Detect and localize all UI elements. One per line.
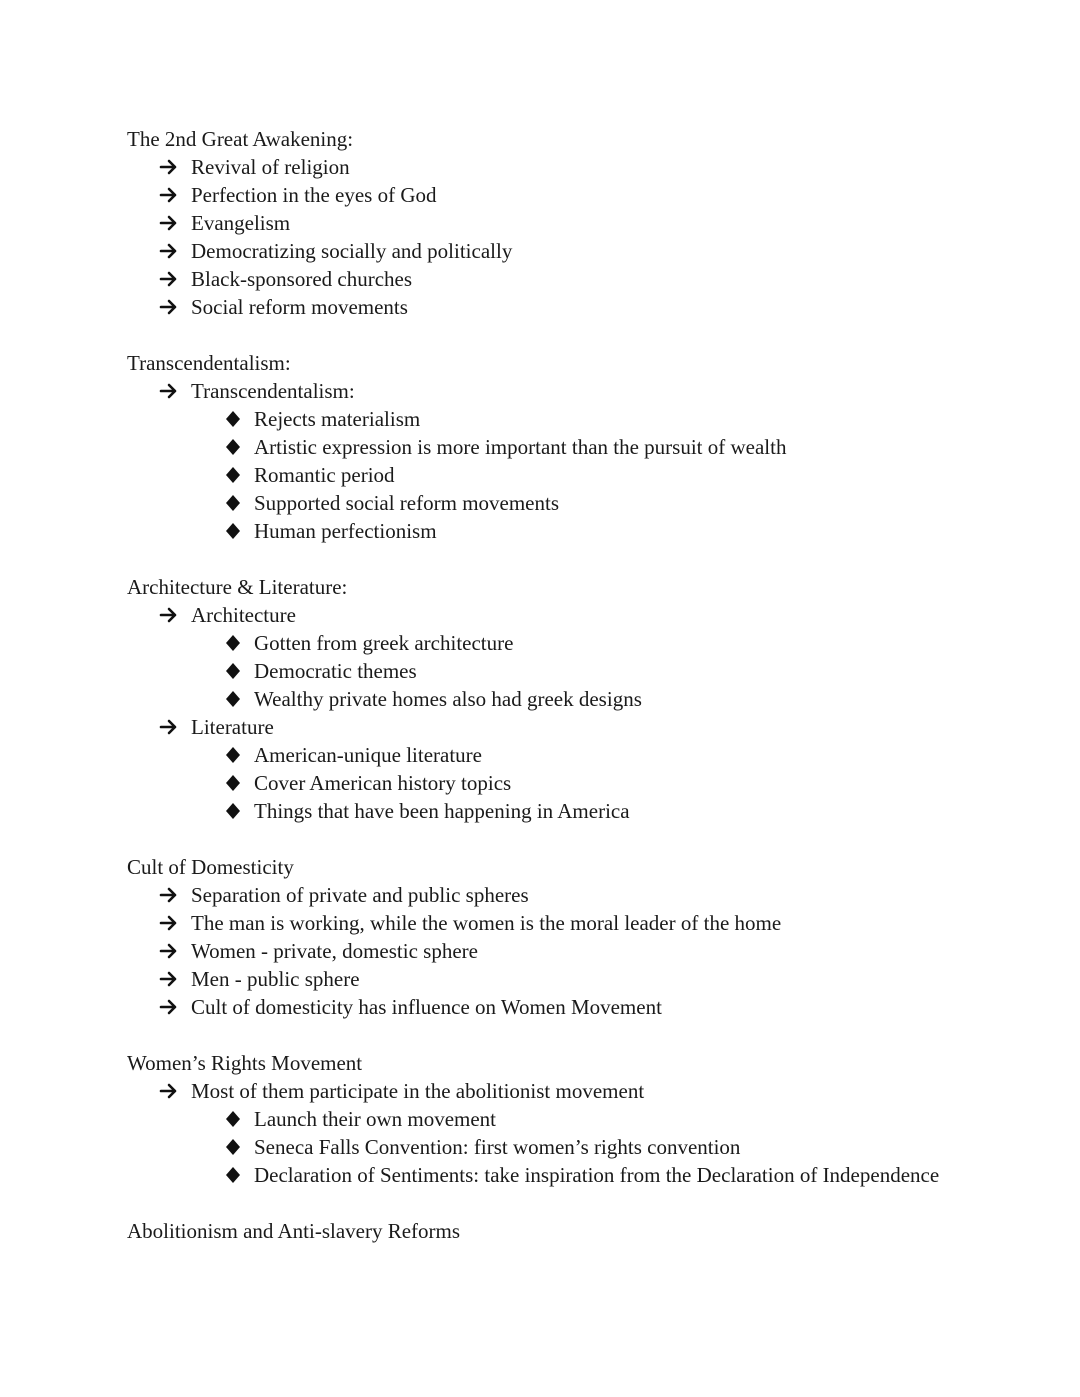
- diamond-bullet-icon: [221, 1105, 245, 1133]
- arrow-bullet-icon: [158, 909, 182, 937]
- section-cult-of-domesticity: [127, 853, 1027, 1021]
- list-item: [127, 881, 1027, 909]
- diamond-bullet-icon: [221, 517, 245, 545]
- sub-list-item: [127, 489, 1027, 517]
- sub-list-item: [127, 517, 1027, 545]
- section-heading: Women’s Rights Movement: [127, 1051, 363, 1075]
- diamond-bullet-icon: [221, 433, 245, 461]
- list-item-text: Social reform movements: [191, 295, 408, 319]
- arrow-bullet-icon: [158, 237, 182, 265]
- section-abolitionism: [127, 1217, 1027, 1245]
- diamond-bullet-icon: [221, 1133, 245, 1161]
- list-item-text: Separation of private and public spheres: [191, 883, 529, 907]
- section-spacer: [127, 1021, 1027, 1049]
- list-item-text: Transcendentalism:: [191, 379, 355, 403]
- sub-list-item-text: Launch their own movement: [254, 1107, 497, 1131]
- sub-list-item: [127, 657, 1027, 685]
- list-item-text: Democratizing socially and politically: [191, 239, 513, 263]
- notes-document: [127, 125, 1027, 1245]
- section-spacer: [127, 321, 1027, 349]
- sub-list-item: [127, 1161, 1027, 1189]
- sub-list-item-text: Supported social reform movements: [254, 491, 560, 515]
- list-item-text: Evangelism: [191, 211, 291, 235]
- list-item: [127, 181, 1027, 209]
- sub-list-item: [127, 685, 1027, 713]
- arrow-bullet-icon: [158, 377, 182, 405]
- list-item-text: Perfection in the eyes of God: [191, 183, 437, 207]
- diamond-bullet-icon: [221, 769, 245, 797]
- list-item-text: Most of them participate in the abolitionist movement: [191, 1079, 645, 1103]
- sub-list-item-text: Democratic themes: [254, 659, 417, 683]
- diamond-bullet-icon: [221, 405, 245, 433]
- list-item: [127, 601, 1027, 629]
- sub-list-item-text: Things that have been happening in America: [254, 799, 630, 823]
- list-item: [127, 265, 1027, 293]
- list-item: [127, 209, 1027, 237]
- sub-list-item: [127, 797, 1027, 825]
- list-item-text: Men - public sphere: [191, 967, 360, 991]
- section-second-great-awakening: [127, 125, 1027, 321]
- sub-list-item-text: Seneca Falls Convention: first women’s rights convention: [254, 1135, 741, 1159]
- section-spacer: [127, 545, 1027, 573]
- sub-list-item: [127, 629, 1027, 657]
- list-item: [127, 237, 1027, 265]
- arrow-bullet-icon: [158, 153, 182, 181]
- sub-list-item: [127, 1105, 1027, 1133]
- sub-list-item: [127, 769, 1027, 797]
- arrow-bullet-icon: [158, 601, 182, 629]
- section-heading: Architecture & Literature:: [127, 575, 348, 599]
- list-item-text: Architecture: [191, 603, 296, 627]
- sub-list-item-text: Human perfectionism: [254, 519, 437, 543]
- arrow-bullet-icon: [158, 181, 182, 209]
- diamond-bullet-icon: [221, 741, 245, 769]
- arrow-bullet-icon: [158, 965, 182, 993]
- arrow-bullet-icon: [158, 993, 182, 1021]
- arrow-bullet-icon: [158, 209, 182, 237]
- section-heading: The 2nd Great Awakening:: [127, 127, 354, 151]
- section-architecture-literature: [127, 573, 1027, 825]
- arrow-bullet-icon: [158, 937, 182, 965]
- diamond-bullet-icon: [221, 797, 245, 825]
- list-item: [127, 1077, 1027, 1105]
- list-item: [127, 713, 1027, 741]
- sub-list-item-text: Cover American history topics: [254, 771, 512, 795]
- arrow-bullet-icon: [158, 293, 182, 321]
- list-item-text: Cult of domesticity has influence on Women Movement: [191, 995, 662, 1019]
- list-item-text: Black-sponsored churches: [191, 267, 413, 291]
- list-item: [127, 965, 1027, 993]
- section-spacer: [127, 825, 1027, 853]
- sub-list-item-text: Romantic period: [254, 463, 395, 487]
- sub-list-item-text: Declaration of Sentiments: take inspiration from the Declaration of Independence: [254, 1163, 940, 1187]
- diamond-bullet-icon: [221, 657, 245, 685]
- diamond-bullet-icon: [221, 461, 245, 489]
- list-item: [127, 993, 1027, 1021]
- list-item-text: Revival of religion: [191, 155, 350, 179]
- section-transcendentalism: [127, 349, 1027, 545]
- section-heading: Transcendentalism:: [127, 351, 291, 375]
- diamond-bullet-icon: [221, 685, 245, 713]
- sub-list-item: [127, 433, 1027, 461]
- diamond-bullet-icon: [221, 489, 245, 517]
- sub-list-item: [127, 1133, 1027, 1161]
- list-item: [127, 937, 1027, 965]
- sub-list-item: [127, 405, 1027, 433]
- list-item-text: Women - private, domestic sphere: [191, 939, 478, 963]
- diamond-bullet-icon: [221, 629, 245, 657]
- list-item: [127, 377, 1027, 405]
- arrow-bullet-icon: [158, 1077, 182, 1105]
- arrow-bullet-icon: [158, 713, 182, 741]
- list-item-text: The man is working, while the women is the moral leader of the home: [191, 911, 782, 935]
- list-item: [127, 293, 1027, 321]
- sub-list-item-text: Gotten from greek architecture: [254, 631, 514, 655]
- list-item: [127, 153, 1027, 181]
- sub-list-item-text: American-unique literature: [254, 743, 482, 767]
- section-womens-rights-movement: [127, 1049, 1027, 1189]
- sub-list-item: [127, 461, 1027, 489]
- list-item-text: Literature: [191, 715, 274, 739]
- list-item: [127, 909, 1027, 937]
- sub-list-item-text: Rejects materialism: [254, 407, 421, 431]
- sub-list-item-text: Wealthy private homes also had greek designs: [254, 687, 642, 711]
- sub-list-item-text: Artistic expression is more important than the pursuit of wealth: [254, 435, 787, 459]
- arrow-bullet-icon: [158, 881, 182, 909]
- section-heading: Abolitionism and Anti-slavery Reforms: [127, 1219, 461, 1243]
- diamond-bullet-icon: [221, 1161, 245, 1189]
- arrow-bullet-icon: [158, 265, 182, 293]
- section-spacer: [127, 1189, 1027, 1217]
- section-heading: Cult of Domesticity: [127, 855, 294, 879]
- sub-list-item: [127, 741, 1027, 769]
